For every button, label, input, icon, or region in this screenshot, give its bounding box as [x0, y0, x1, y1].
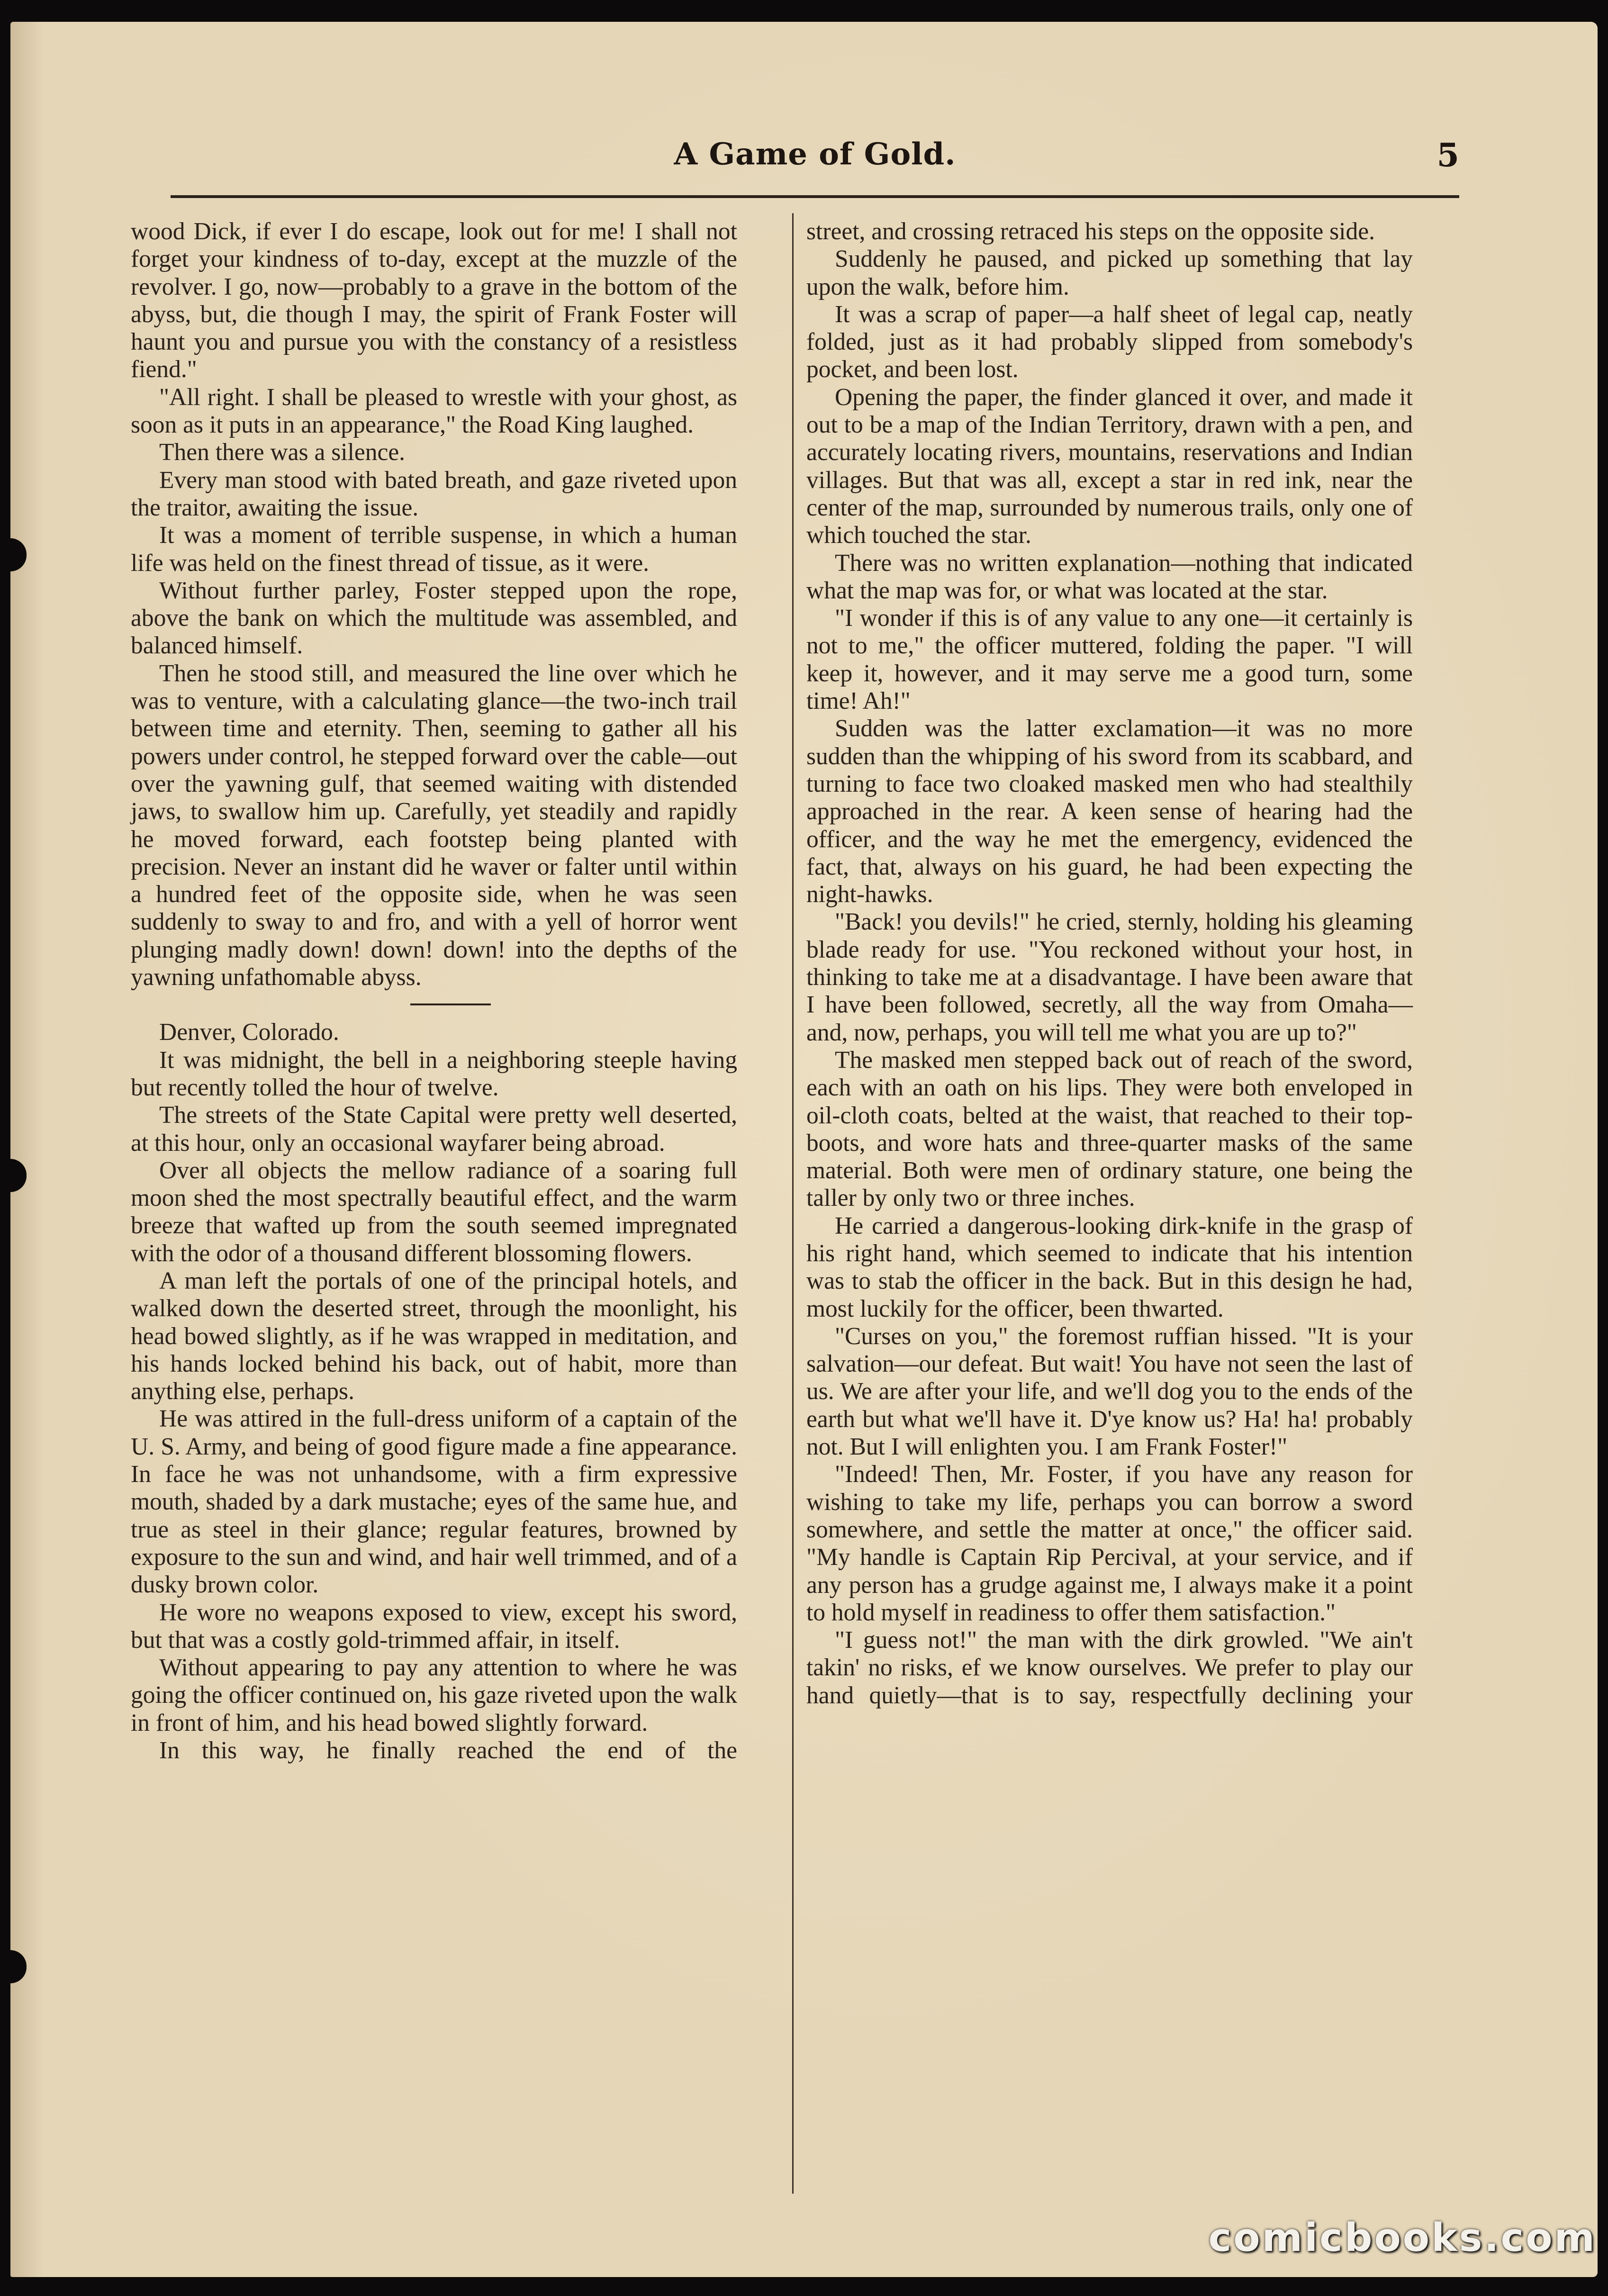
paragraph: Every man stood with bated breath, and gaze riveted upon the traitor, awaiting the issue. [131, 466, 737, 521]
scene-break-line [410, 1003, 491, 1005]
scene-break-rule [131, 991, 737, 1019]
right-column [806, 218, 1413, 1709]
paragraph: In this way, he finally reached the end of the [159, 1737, 737, 1764]
paragraph: "I guess not!" the man with the dirk growled. "We ain't takin' no risks, ef we know ourselves. We prefer to play our hand quietly—that is to say, respectfully declining your [806, 1627, 1413, 1709]
paragraph: Then he stood still, and measured the line over which he was to venture, with a calculating glance—the two-inch trail between time and eternity. Then, seeming to gather all his powers under control, he stepped forward over the cable—out over the yawning gulf, that seemed waiting with distended jaws, to swallow him up. Carefully, yet steadily and rapidly he moved forward, each footstep being planted with precision. Never an instant did he waver or falter until within a hundred feet of the opposite side, when he was seen suddenly to sway to and fro, and with a yell of horror went plunging madly down! down! down! into the depths of the yawning unfathomable abyss. [131, 660, 737, 991]
paragraph: A man left the portals of one of the principal hotels, and walked down the deserted street, through the moonlight, his head bowed slightly, as if he was wrapped in meditation, and his hands locked behind his back, out of habit, more than anything else, perhaps. [131, 1267, 737, 1405]
left-column [131, 218, 737, 1764]
site-watermark: comicbooks.com [1208, 2215, 1597, 2260]
paragraph: The masked men stepped back out of reach of the sword, each with an oath on his lips. They were both enveloped in oil-cloth coats, belted at the waist, that reached to their top-boots, and wore hats and three-quarter masks of the same material. Both were men of ordinary stature, one being the taller by only two or three inches. [806, 1046, 1413, 1212]
running-header [171, 136, 1459, 189]
paragraph: "Curses on you," the foremost ruffian hissed. "It is your salvation—our defeat. But wait! You have not seen the last of us. We are after your life, and we'll dog you to the ends of the earth but what we'll have it. D'ye know us? Ha! ha! probably not. But I will enlighten you. I am Frank Foster!" [806, 1322, 1413, 1461]
paragraph: Sudden was the latter exclamation—it was no more sudden than the whipping of his sword from its scabbard, and turning to face two cloaked masked men who had stealthily approached in the rear. A keen sense of hearing had the officer, and the way he met the emergency, evidenced the fact, that, always on his guard, he had been expecting the night-hawks. [806, 715, 1413, 908]
running-title: A Game of Gold. [674, 136, 956, 172]
column-divider [792, 213, 794, 2194]
paragraph: Opening the paper, the finder glanced it over, and made it out to be a map of the Indian Territory, drawn with a pen, and accurately locating rivers, mountains, reservations and Indian villages. But that was all, except a star in red ink, near the center of the map, surrounded by numerous trails, only one of which touched the star. [806, 383, 1413, 549]
binding-hole [10, 1950, 27, 1983]
paragraph: "Indeed! Then, Mr. Foster, if you have any reason for wishing to take my life, perhaps you can borrow a sword somewhere, and settle the matter at once," the officer said. "My handle is Captain Rip Percival, at your service, and if any person has a grudge against me, I always make it a point to hold myself in readiness to offer them satisfaction." [806, 1461, 1413, 1626]
paragraph: Suddenly he paused, and picked up something that lay upon the walk, before him. [806, 245, 1413, 300]
paragraph: It was a moment of terrible suspense, in which a human life was held on the finest thread of tissue, as it were. [131, 522, 737, 577]
paragraph: Over all objects the mellow radiance of a soaring full moon shed the most spectrally beautiful effect, and the warm breeze that wafted up from the south seemed impregnated with the odor of a thousand different blossoming flowers. [131, 1157, 737, 1267]
header-rule [171, 195, 1459, 198]
binding-hole [10, 538, 27, 571]
paragraph: "I wonder if this is of any value to any one—it certainly is not to me," the officer muttered, folding the paper. "I will keep it, however, and it may serve me a good turn, some time! Ah!" [806, 605, 1413, 715]
paragraph: There was no written explanation—nothing that indicated what the map was for, or what was located at the star. [806, 549, 1413, 604]
binding-hole [10, 1159, 27, 1192]
paragraph: It was a scrap of paper—a half sheet of legal cap, neatly folded, just as it had probably slipped from somebody's pocket, and been lost. [806, 300, 1413, 383]
paragraph: Denver, Colorado. [159, 1019, 339, 1046]
paragraph: The streets of the State Capital were pretty well deserted, at this hour, only an occasional wayfarer being abroad. [131, 1102, 737, 1157]
paragraph: Then there was a silence. [159, 439, 406, 466]
page-number: 5 [1436, 136, 1459, 174]
paragraph: wood Dick, if ever I do escape, look out for me! I shall not forget your kindness of to-day, except at the muzzle of the revolver. I go, now—probably to a grave in the bottom of the abyss, but, die though I may, the spirit of Frank Foster will haunt you and pursue you with the constancy of a resistless fiend." [131, 218, 737, 383]
paragraph: "All right. I shall be pleased to wrestle with your ghost, as soon as it puts in an appearance," the Road King laughed. [131, 383, 737, 439]
paragraph: He carried a dangerous-looking dirk-knife in the grasp of his right hand, which seemed to indicate that his intention was to stab the officer in the back. But in this design he had, most luckily for the officer, been thwarted. [806, 1212, 1413, 1322]
paragraph: It was midnight, the bell in a neighboring steeple having but recently tolled the hour of twelve. [131, 1046, 737, 1101]
paragraph: street, and crossing retraced his steps on the opposite side. [806, 218, 1375, 245]
paragraph: Without further parley, Foster stepped upon the rope, above the bank on which the multitude was assembled, and balanced himself. [131, 577, 737, 660]
paragraph: He was attired in the full-dress uniform of a captain of the U. S. Army, and being of good figure made a fine appearance. In face he was not unhandsome, with a firm expressive mouth, shaded by a dark mustache; eyes of the same hue, and true as steel in their glance; regular features, browned by exposure to the sun and wind, and hair well trimmed, and of a dusky brown color. [131, 1405, 737, 1599]
paragraph: He wore no weapons exposed to view, except his sword, but that was a costly gold-trimmed affair, in itself. [131, 1599, 737, 1654]
paragraph: Without appearing to pay any attention to where he was going the officer continued on, his gaze riveted upon the walk in front of him, and his head bowed slightly forward. [131, 1654, 737, 1736]
paragraph: "Back! you devils!" he cried, sternly, holding his gleaming blade ready for use. "You reckoned without your host, in thinking to take me at a disadvantage. I have been aware that I have been followed, secretly, all the way from Omaha—and, now, perhaps, you will tell me what you are up to?" [806, 908, 1413, 1046]
